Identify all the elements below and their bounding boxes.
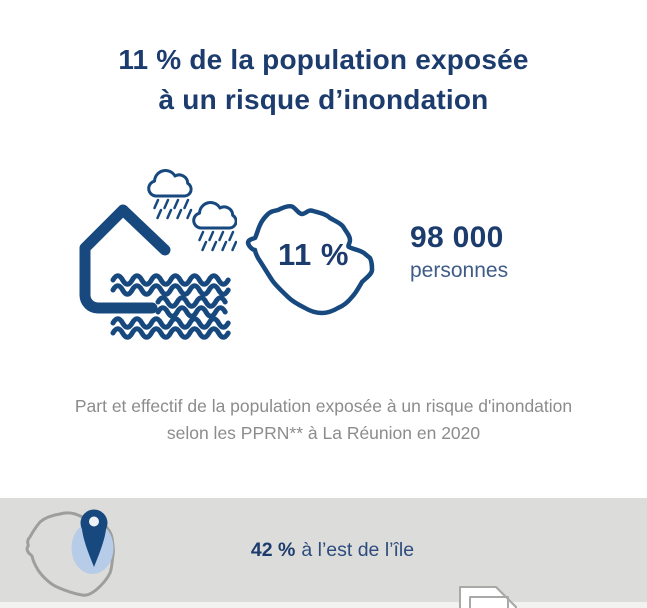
figure-caption [0, 393, 647, 447]
island-percent-label: 11 % [278, 237, 349, 272]
flood-wave-icon [113, 319, 228, 328]
caption-line-1: Part et effectif de la population exposée à un risque d'inondation [74, 396, 573, 416]
population-stat [410, 221, 508, 283]
title-line-1: 11 % de la population exposée [118, 44, 529, 75]
footer-percent: 42 % [250, 538, 296, 561]
flood-wave-icon [113, 329, 228, 338]
flood-wave-icon [113, 286, 228, 295]
population-unit: personnes [410, 259, 509, 282]
bottom-strip [0, 602, 647, 608]
flood-wave-icon [158, 308, 225, 317]
rain-cloud-icon [194, 203, 236, 228]
flooded-house-icon [62, 163, 237, 343]
page-title [0, 40, 647, 120]
rain-drops-icon [200, 232, 237, 250]
rain-drops-icon [155, 200, 192, 218]
flood-wave-icon [113, 276, 228, 285]
flood-wave-icon [158, 298, 225, 307]
footer-band [0, 498, 647, 602]
caption-line-2: selon les PPRN** à La Réunion en 2020 [166, 423, 481, 443]
footer-label: à l’est de l’île [301, 538, 415, 561]
pages-watermark-icon [456, 585, 520, 608]
population-count: 98 000 [410, 221, 504, 254]
island-outline-icon [242, 200, 382, 322]
title-line-2: à un risque d’inondation [158, 84, 489, 115]
rain-cloud-icon [149, 171, 191, 196]
footer-stat [0, 498, 647, 602]
